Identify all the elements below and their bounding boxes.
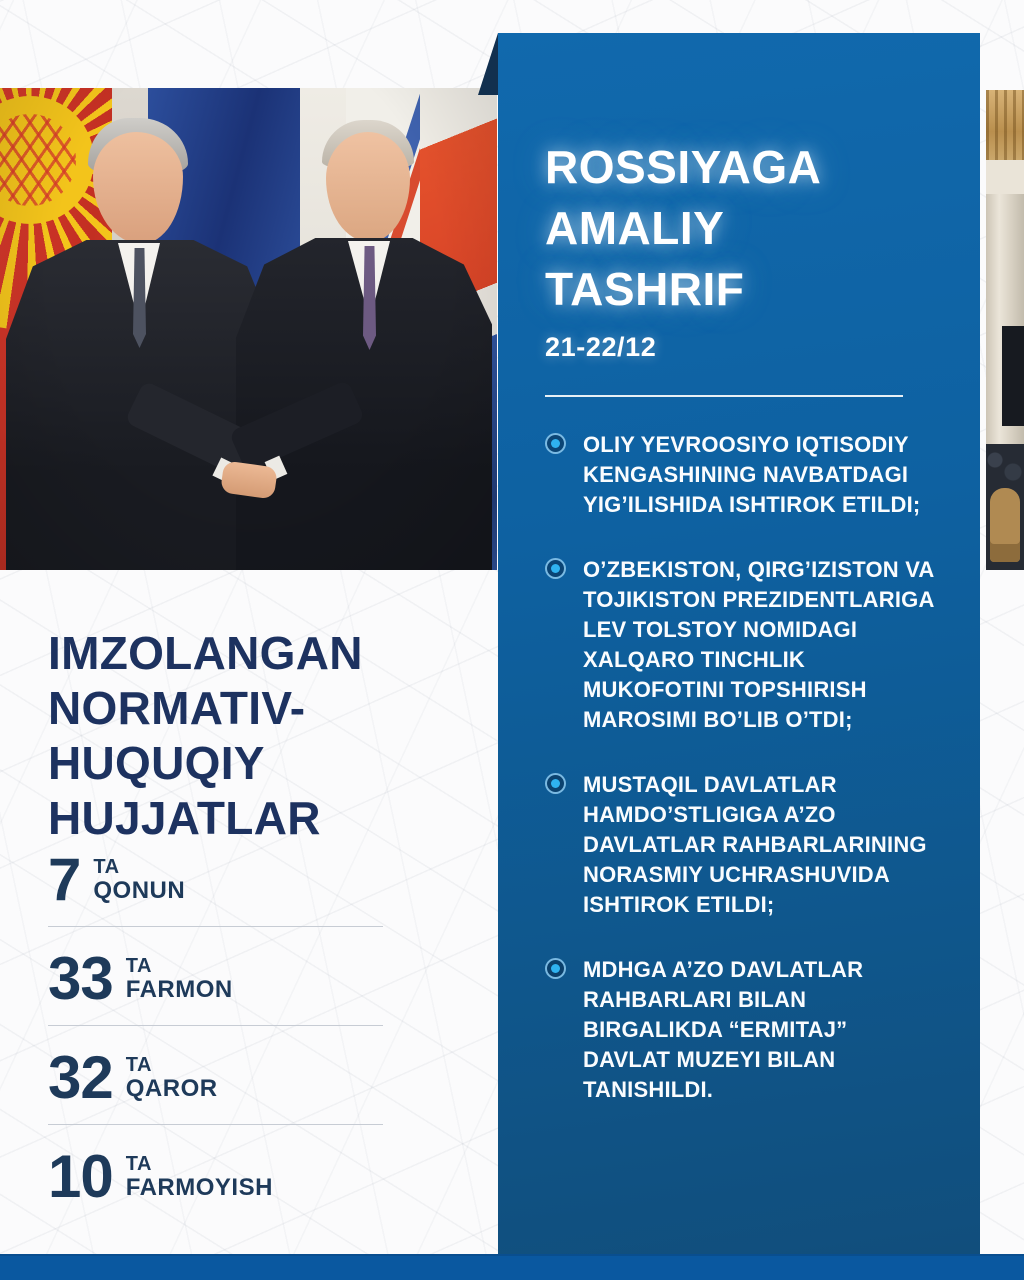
stat-label: FARMON (125, 976, 233, 1003)
list-item (545, 770, 942, 920)
stat-unit: TA (125, 1153, 152, 1175)
list-item-text: O’ZBEKISTON, QIRG’IZISTON VA TOJIKISTON PREZIDENTLARIGA LEV TOLSTOY NOMIDAGI XALQARO TINCHLIK MUKOFOTINI TOPSHIRISH MAROSIMI BO’LIB O’TDI; (583, 557, 934, 732)
stat-label: QONUN (93, 877, 186, 904)
bullet-dot-icon (545, 958, 566, 979)
panel-content (498, 33, 980, 1105)
list-item-text: MDHGA A’ZO DAVLATLAR RAHBARLARI BILAN BIRGALIKDA “ERMITAJ” DAVLAT MUZEYI BILAN TANISHILDI. (583, 957, 864, 1102)
stat-value: 7 (48, 846, 81, 913)
list-item-text: OLIY YEVROOSIYO IQTISODIY KENGASHINING NAVBATDAGI YIG’ILISHIDA ISHTIROK ETILDI; (583, 432, 921, 517)
stat-row-qaror (48, 1046, 388, 1124)
list-item (545, 430, 942, 520)
panel-title (545, 137, 942, 320)
stat-divider (48, 1025, 383, 1026)
hermitage-audience-photo (986, 90, 1024, 570)
stat-unit: TA (93, 856, 120, 878)
stat-row-farmoyish (48, 1145, 388, 1223)
stat-divider (48, 1124, 383, 1125)
stat-meta (93, 854, 185, 904)
heading-line: HUJJATLAR (48, 792, 321, 844)
stat-unit: TA (125, 955, 152, 977)
panel-title-line: AMALIY (545, 202, 725, 254)
documents-heading (48, 626, 363, 846)
list-item-text: MUSTAQIL DAVLATLAR HAMDO’STLIGIGA A’ZO DAVLATLAR RAHBARLARINING NORASMIY UCHRASHUVIDA ISHTIROK ETILDI; (583, 772, 927, 917)
bullet-dot-icon (545, 773, 566, 794)
wooden-chair (990, 488, 1020, 562)
bullet-dot-icon (545, 433, 566, 454)
visit-info-panel (498, 33, 980, 1254)
panel-title-line: TASHRIF (545, 263, 745, 315)
stat-meta (126, 1151, 273, 1201)
photo-vignette (0, 88, 497, 570)
gilded-cornice (986, 90, 1024, 160)
speaker-stack (1002, 326, 1024, 426)
stat-value: 10 (48, 1143, 113, 1210)
bullet-dot-icon (545, 558, 566, 579)
heading-line: HUQUQIY (48, 737, 265, 789)
list-item (545, 555, 942, 735)
stat-meta (126, 953, 233, 1003)
stat-label: FARMOYISH (125, 1174, 273, 1201)
signed-documents-stats (48, 848, 388, 1223)
stat-value: 33 (48, 945, 113, 1012)
footer-bar (0, 1254, 1024, 1280)
stat-meta (126, 1052, 218, 1102)
visit-date: 21-22/12 (545, 332, 657, 362)
stat-row-qonun (48, 848, 388, 926)
panel-title-line: ROSSIYAGA (545, 141, 822, 193)
stat-row-farmon (48, 947, 388, 1025)
stat-value: 32 (48, 1044, 113, 1111)
panel-fold-corner (478, 33, 498, 95)
white-cornice (986, 160, 1024, 194)
stat-unit: TA (125, 1054, 152, 1076)
handshake-photo (0, 88, 497, 570)
highlights-list (545, 430, 942, 1105)
heading-line: NORMATIV- (48, 682, 306, 734)
list-item (545, 955, 942, 1105)
stat-divider (48, 926, 383, 927)
heading-line: IMZOLANGAN (48, 627, 363, 679)
divider-line (545, 395, 903, 397)
stat-label: QAROR (125, 1075, 218, 1102)
